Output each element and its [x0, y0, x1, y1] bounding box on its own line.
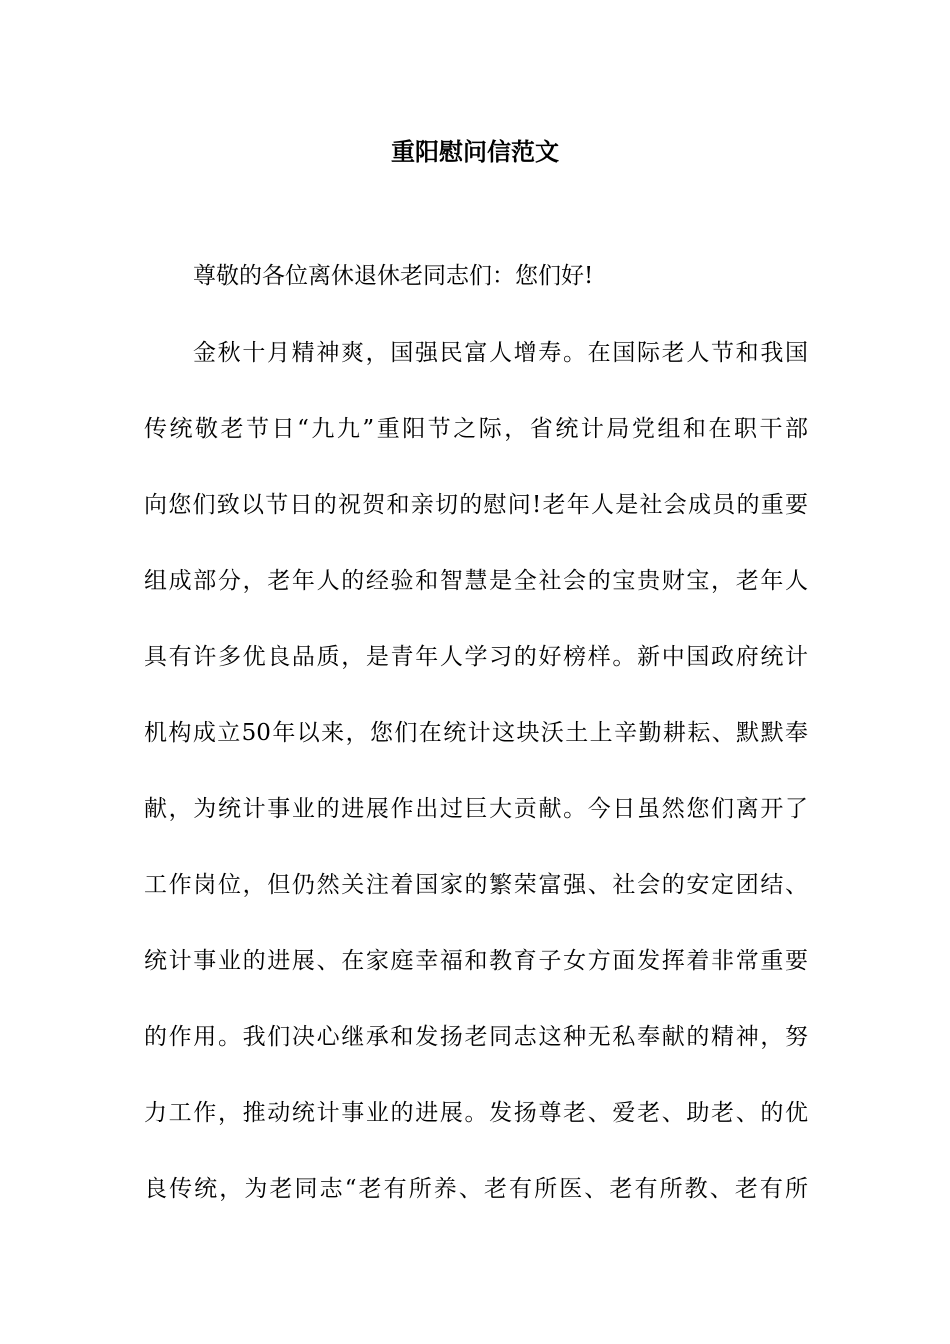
- body-line-5: 具有许多优良品质，是青年人学习的好榜样。新中国政府统计: [144, 644, 808, 670]
- salutation-line: 尊敬的各位离休退休老同志们：您们好!: [193, 263, 594, 289]
- body-line-8: 工作岗位，但仍然关注着国家的繁荣富强、社会的安定团结、: [144, 872, 808, 898]
- body-line-7: 献，为统计事业的进展作出过巨大贡献。今日虽然您们离开了: [144, 796, 808, 822]
- letter-body: [144, 334, 808, 1246]
- body-line-10: 的作用。我们决心继承和发扬老同志这种无私奉献的精神，努: [144, 1024, 808, 1050]
- body-line-1: 金秋十月精神爽，国强民富人增寿。在国际老人节和我国: [193, 340, 808, 366]
- body-line-12: 良传统，为老同志“老有所养、老有所医、老有所教、老有所: [144, 1176, 808, 1202]
- body-line-3: 向您们致以节日的祝贺和亲切的慰问!老年人是社会成员的重要: [144, 492, 808, 518]
- body-line-9: 统计事业的进展、在家庭幸福和教育子女方面发挥着非常重要: [144, 948, 808, 974]
- document-title: 重阳慰问信范文: [391, 137, 559, 166]
- body-line-2: 传统敬老节日“九九”重阳节之际，省统计局党组和在职干部: [144, 416, 808, 442]
- body-line-4: 组成部分，老年人的经验和智慧是全社会的宝贵财宝，老年人: [144, 568, 808, 594]
- body-line-11: 力工作，推动统计事业的进展。发扬尊老、爱老、助老、的优: [144, 1100, 808, 1126]
- body-line-6: 机构成立50年以来，您们在统计这块沃土上辛勤耕耘、默默奉: [144, 720, 808, 746]
